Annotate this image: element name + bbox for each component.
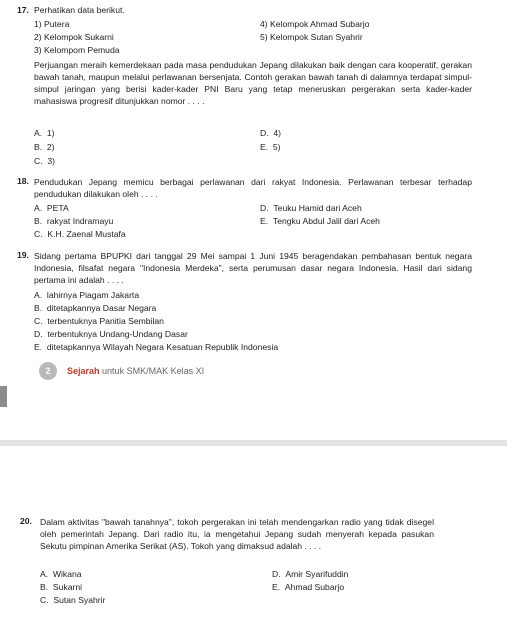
question-number: 17. — [17, 5, 29, 15]
option-letter: D. — [260, 203, 269, 213]
question-paragraph: Dalam aktivitas "bawah tanahnya", tokoh pergerakan ini telah mendengarkan radio yang tidak disegel oleh pemerintah Jepang. Dari radio itu, ia mengetahui Jepang sudah menyerah kepada pasukan Sekutu pimpinan Amerika Serikat (AS). Tokoh yang dimaksud adalah . . . . — [40, 517, 434, 551]
option-b[interactable] — [34, 216, 113, 227]
option-text: Sutan Syahrir — [53, 595, 106, 605]
option-c[interactable] — [34, 156, 55, 167]
option-d[interactable] — [34, 329, 188, 340]
option-text: Amir Syarifuddin — [285, 569, 349, 579]
option-text: 2) — [46, 142, 55, 152]
option-text: terbentuknya Panitia Sembilan — [47, 316, 164, 326]
page-number-badge: 2 — [39, 362, 57, 380]
option-letter: B. — [40, 582, 49, 592]
question-number: 18. — [17, 176, 29, 186]
option-letter: B. — [34, 303, 43, 313]
option-b[interactable] — [40, 582, 82, 593]
option-letter: D. — [260, 128, 269, 138]
option-a[interactable] — [34, 128, 55, 139]
option-d[interactable] — [260, 128, 281, 139]
data-item: 1) Putera — [34, 19, 70, 29]
option-e[interactable] — [34, 342, 278, 353]
option-letter: C. — [34, 229, 43, 239]
option-text: terbentuknya Undang-Undang Dasar — [47, 329, 188, 339]
option-d[interactable] — [272, 569, 348, 580]
option-e[interactable] — [272, 582, 344, 593]
option-letter: A. — [40, 569, 49, 579]
option-e[interactable] — [260, 216, 380, 227]
option-text: rakyat Indramayu — [46, 216, 114, 226]
option-letter: B. — [34, 142, 43, 152]
option-letter: E. — [260, 216, 269, 226]
option-letter: E. — [272, 582, 281, 592]
question-number: 19. — [17, 250, 29, 260]
option-text: PETA — [46, 203, 69, 213]
option-letter: B. — [34, 216, 43, 226]
footer-book-title: untuk SMK/MAK Kelas XI — [102, 366, 205, 376]
option-b[interactable] — [34, 303, 156, 314]
option-text: 3) — [47, 156, 56, 166]
option-a[interactable] — [40, 569, 82, 580]
option-letter: C. — [34, 316, 43, 326]
option-text: Ahmad Subarjo — [284, 582, 345, 592]
option-text: 4) — [273, 128, 282, 138]
option-letter: E. — [260, 142, 269, 152]
option-a[interactable] — [34, 203, 69, 214]
option-c[interactable] — [40, 595, 105, 606]
option-d[interactable] — [260, 203, 362, 214]
option-letter: C. — [34, 156, 43, 166]
option-c[interactable] — [34, 229, 126, 240]
data-item: 5) Kelompok Sutan Syahrir — [260, 32, 363, 42]
option-letter: C. — [40, 595, 49, 605]
option-text: K.H. Zaenal Mustafa — [47, 229, 126, 239]
question-paragraph: Pendudukan Jepang memicu berbagai perlawanan dari rakyat Indonesia. Perlawanan terbesar terhadap pendudukan dilakukan oleh . . . . — [34, 177, 472, 199]
option-a[interactable] — [34, 290, 139, 301]
footer-subject: Sejarah — [67, 366, 100, 376]
option-text: Teuku Hamid dari Aceh — [273, 203, 362, 213]
question-intro: Perhatikan data berikut. — [34, 5, 125, 15]
option-letter: E. — [34, 342, 43, 352]
question-paragraph: Sidang pertama BPUPKI dari tanggal 29 Mei sampai 1 Juni 1945 beragendakan pembahasan bentuk negara Indonesia, filsafat negara "Indonesia Merdeka", serta perumusan dasar negara Indonesia. Hasil dari sidang pertama ini adalah . . . . — [34, 251, 472, 285]
option-text: ditetapkannya Dasar Negara — [46, 303, 157, 313]
option-text: 1) — [46, 128, 55, 138]
option-text: Tengku Abdul Jalil dari Aceh — [272, 216, 380, 226]
option-c[interactable] — [34, 316, 164, 327]
question-number: 20. — [20, 516, 32, 526]
option-text: 5) — [272, 142, 281, 152]
option-text: lahirnya Piagam Jakarta — [46, 290, 140, 300]
option-letter: D. — [34, 329, 43, 339]
option-text: Sukarni — [52, 582, 83, 592]
option-letter: A. — [34, 128, 43, 138]
data-item: 2) Kelompok Sukarni — [34, 32, 114, 42]
page-divider — [0, 440, 507, 446]
data-item: 3) Kelompom Pemuda — [34, 45, 120, 55]
option-letter: A. — [34, 290, 43, 300]
option-e[interactable] — [260, 142, 281, 153]
data-item: 4) Kelompok Ahmad Subarjo — [260, 19, 370, 29]
option-letter: A. — [34, 203, 43, 213]
option-b[interactable] — [34, 142, 55, 153]
option-text: ditetapkannya Wilayah Negara Kesatuan Republik Indonesia — [46, 342, 279, 352]
option-text: Wikana — [52, 569, 82, 579]
page-footer — [67, 366, 204, 376]
question-paragraph: Perjuangan meraih kemerdekaan pada masa pendudukan Jepang dilakukan baik dengan cara kooperatif, gerakan bawah tanah, maupun melalui perlawanan bersenjata. Contoh gerakan bawah tanah di dalamnya terdapat simpul-simpul jaringan yang berisi kader-kader PNI Baru yang tetap meneruskan pergerakan serta kader-kader mahasiswa progresif ditunjukkan nomor . . . . — [34, 60, 472, 106]
option-letter: D. — [272, 569, 281, 579]
side-tab-marker — [0, 386, 7, 407]
